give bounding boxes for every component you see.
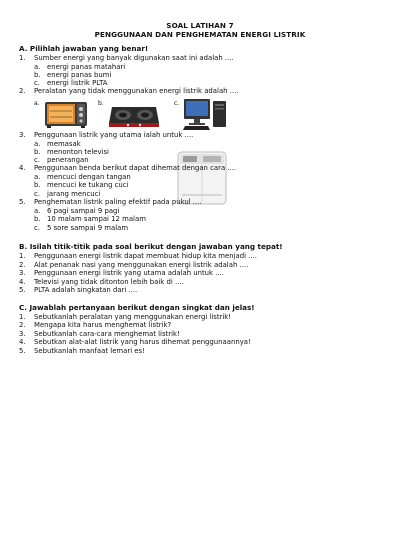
option-a4-b [34, 181, 129, 189]
option-a5-a [34, 207, 119, 215]
question-text: Sebutkanlah cara-cara menghemat listrik! [34, 330, 180, 338]
option-letter: a. [34, 173, 41, 181]
section-b-heading: B. Isilah titik-titik pada soal berikut dengan jawaban yang tepat! [19, 242, 283, 251]
question-c1 [19, 313, 231, 321]
question-number: 2. [19, 321, 26, 329]
question-number: 4. [19, 164, 26, 172]
question-number: 2. [19, 87, 26, 95]
image-option-c-label: c. [174, 100, 180, 107]
option-a1-b [34, 71, 111, 79]
page-subtitle: PENGGUNAAN DAN PENGHEMATAN ENERGI LISTRIK [94, 30, 306, 39]
question-number: 4. [19, 338, 26, 346]
question-number: 1. [19, 313, 26, 321]
option-text: 10 malam sampai 12 malam [47, 215, 146, 223]
option-a3-c [34, 156, 89, 164]
page-title: SOAL LATIHAN 7 [166, 21, 234, 30]
question-a3 [19, 131, 193, 139]
question-c5 [19, 347, 145, 355]
option-letter: b. [34, 148, 41, 156]
question-text: Penggunaan energi listrik yang utama adalah untuk .... [34, 269, 224, 277]
option-text: menonton televisi [47, 148, 109, 156]
option-text: mencuci ke tukang cuci [47, 181, 129, 189]
option-letter: b. [34, 181, 41, 189]
question-number: 5. [19, 286, 26, 294]
question-text: PLTA adalah singkatan dari .... [34, 286, 138, 294]
question-number: 1. [19, 54, 26, 62]
image-option-b-label: b. [98, 100, 104, 107]
option-letter: c. [34, 156, 40, 164]
question-number: 3. [19, 330, 26, 338]
option-letter: b. [34, 215, 41, 223]
question-text: Sebutkanlah manfaat lemari es! [34, 347, 145, 355]
question-c2 [19, 321, 171, 329]
question-c3 [19, 330, 180, 338]
question-b2 [19, 261, 248, 269]
question-text: Penggunaan energi listrik dapat membuat hidup kita menjadi .... [34, 252, 257, 260]
computer-image [182, 97, 228, 131]
question-text: Penghematan listrik paling efektif pada pukul .... [34, 198, 202, 206]
question-text: Peralatan yang tidak menggunakan energi listrik adalah .... [34, 87, 239, 95]
question-a4 [19, 164, 236, 172]
question-number: 1. [19, 252, 26, 260]
option-text: energi panas matahari [47, 63, 126, 71]
question-a1 [19, 54, 234, 62]
option-text: energi listrik PLTA [47, 79, 108, 87]
question-text: Penggunaan listrik yang utama ialah untuk .... [34, 131, 194, 139]
option-a4-c [34, 190, 100, 198]
option-text: 6 pagi sampai 9 pagi [47, 207, 120, 215]
question-text: Mengapa kita harus menghemat listrik? [34, 321, 172, 329]
option-a1-c [34, 79, 108, 87]
question-number: 5. [19, 198, 26, 206]
question-c4 [19, 338, 251, 346]
question-b1 [19, 252, 257, 260]
question-text: Televisi yang tidak ditonton lebih baik di .... [34, 278, 184, 286]
option-a1-a [34, 63, 125, 71]
image-option-a-label: a. [34, 100, 40, 107]
question-number: 5. [19, 347, 26, 355]
question-text: Sumber energi yang banyak digunakan saat ini adalah .... [34, 54, 234, 62]
question-number: 3. [19, 131, 26, 139]
question-b5 [19, 286, 137, 294]
question-text: Alat penanak nasi yang menggunakan energi listrik adalah .... [34, 261, 249, 269]
option-a3-a [34, 140, 81, 148]
question-a5 [19, 198, 202, 206]
question-text: Sebutkan alat-alat listrik yang harus dihemat penggunaannya! [34, 338, 251, 346]
question-text: Penggunaan benda berikut dapat dihemat dengan cara .... [34, 164, 237, 172]
option-text: energi panas bumi [47, 71, 112, 79]
question-b4 [19, 278, 184, 286]
option-letter: c. [34, 190, 40, 198]
option-letter: a. [34, 140, 41, 148]
question-number: 2. [19, 261, 26, 269]
section-a-heading: A. Pilihlah jawaban yang benar! [19, 44, 149, 53]
option-a5-b [34, 215, 146, 223]
question-b3 [19, 269, 224, 277]
question-text: Sebutkanlah peralatan yang menggunakan energi listrik! [34, 313, 232, 321]
option-text: 5 sore sampai 9 malam [47, 224, 129, 232]
option-letter: a. [34, 63, 41, 71]
question-number: 3. [19, 269, 26, 277]
gas-stove-image [108, 103, 160, 129]
option-text: jarang mencuci [47, 190, 101, 198]
question-a2 [19, 87, 238, 95]
option-letter: c. [34, 224, 40, 232]
option-a4-a [34, 173, 131, 181]
section-c-heading: C. Jawablah pertanyaan berikut dengan singkat dan jelas! [19, 303, 255, 312]
option-text: penerangan [47, 156, 89, 164]
option-letter: a. [34, 207, 41, 215]
option-a5-c [34, 224, 128, 232]
option-letter: c. [34, 79, 40, 87]
option-letter: b. [34, 71, 41, 79]
option-text: mencuci dengan tangan [47, 173, 131, 181]
question-number: 4. [19, 278, 26, 286]
oven-image [44, 99, 88, 129]
option-text: memasak [47, 140, 81, 148]
option-a3-b [34, 148, 109, 156]
